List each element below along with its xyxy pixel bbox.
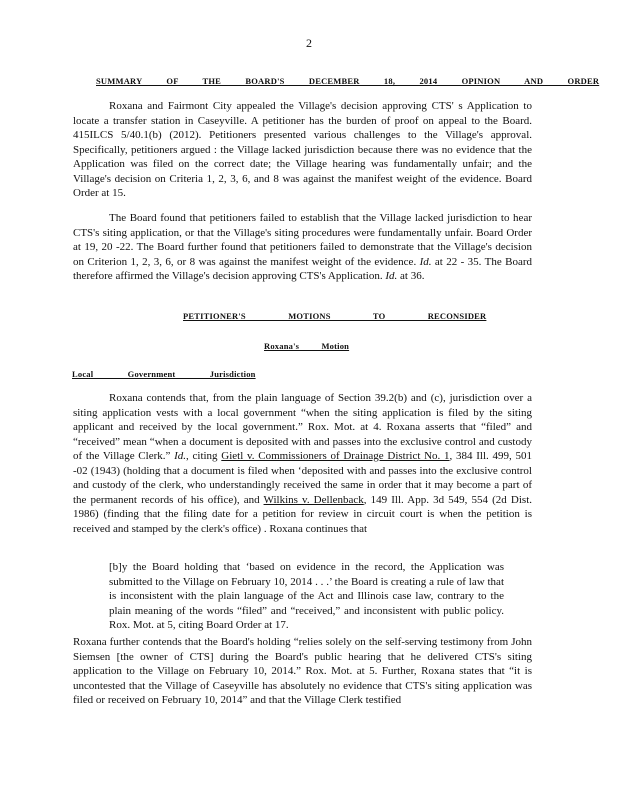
paragraph-summary (73, 99, 532, 201)
p3-text-c: , 384 Ill. 499, 501 -02 (1943) (holding that a document is filed when ‘deposited with and passes into the exclusive control and custody of the clerk, who understandingly received the same in order that it may become a part of the permanent records of his office), and (73, 450, 532, 506)
motions-heading: PETITIONER'S MOTIONS TO RECONSIDER (183, 311, 487, 321)
p3-text-d: , 149 Ill. App. 3d 549, 554 (2d Dist. 1986) (finding that the filing date for a petition for review in circuit court is when the petition is received and stamped by the clerk's office) . Roxana continues that (73, 493, 532, 535)
summary-heading: SUMMARY OF THE BOARD'S DECEMBER 18, 2014 OPINION AND ORDER (96, 76, 600, 86)
paragraph-summary-text: Roxana and Fairmont City appealed the Village's decision approving CTS' s Application to locate a transfer station in Caseyville. A petitioner has the burden of proof on appeal to the Board. 415ILCS 5/40.1(b) (2012). Petitioners presented various challenges to the Village's approval. Specifically, petitioners argued : the Village lacked jurisdiction because there was no evidence that the Application was filed on the correct date; the Village hearing was fundamentally unfair; and the Village's decision on Criteria 1, 2, 3, 6, and 8 was against the manifest weight of the evidence. Board Order at 15. (73, 100, 532, 199)
block-quote: [b]y the Board holding that ‘based on evidence in the record, the Application was submitted to the Village on February 10, 2014 . . .’ the Board is creating a rule of law that is inconsistent with the plain language of the Act and Illinois case law, contrary to the plain meaning of the words “filed” and “received,” and inconsistent with public policy. Rox. Mot. at 5, citing Board Order at 17. (109, 561, 504, 631)
p2-id-citation-1: Id. (419, 255, 432, 268)
paragraph-roxana-contends (73, 391, 532, 536)
case-citation-gietl: Gietl v. Commissioners of Drainage District No. 1 (221, 450, 450, 462)
page-number: 2 (306, 36, 312, 50)
paragraph-roxana-further: Roxana further contends that the Board's holding “relies solely on the self-serving testimony from John Siemsen [the owner of CTS] during the Board's public hearing that he delivered CTS's siting application to the Village on February 10, 2014.” Rox. Mot. at 5. Further, Roxana states that “it is uncontested that the Village of Caseyville has absolutely no evidence that CTS's siting application was filed or received on February 10, 2014” and that the Village Clerk testified (73, 636, 532, 706)
local-government-heading: Local Government Jurisdiction (72, 369, 256, 379)
p2-text-b: at 22 - 35. The Board therefore affirmed the Village's decision approving CTS's Application. (73, 255, 532, 282)
paragraph-board-found (73, 211, 532, 284)
p3-id-citation: Id. (174, 450, 187, 462)
roxana-motion-heading: Roxana's Motion (264, 341, 350, 351)
p3-text-a: Roxana contends that, from the plain language of Section 39.2(b) and (c), jurisdiction over a siting application vests with a local government “when the siting application is filed by the siting applicant and received by the local government.” Rox. Mot. at 4. Roxana asserts that “filed” and “received” mean “when a document is deposited with and passes into the exclusive control and custody of the Village Clerk.” (73, 392, 532, 462)
p2-text-a: The Board found that petitioners failed to establish that the Village lacked jurisdiction to hear CTS's siting application, or that the Village's siting procedures were fundamentally unfair. Board Order at 19, 20 -22. The Board further found that petitioners failed to demonstrate that the Village's decision on Criterion 1, 2, 3, 6, or 8 was against the manifest weight of the evidence. (73, 212, 532, 268)
case-citation-wilkins: Wilkins v. Dellenback (263, 493, 364, 506)
p3-text-b: , citing (186, 450, 218, 462)
p2-id-citation-2: Id. (385, 270, 398, 282)
p2-text-c: at 36. (400, 270, 425, 282)
